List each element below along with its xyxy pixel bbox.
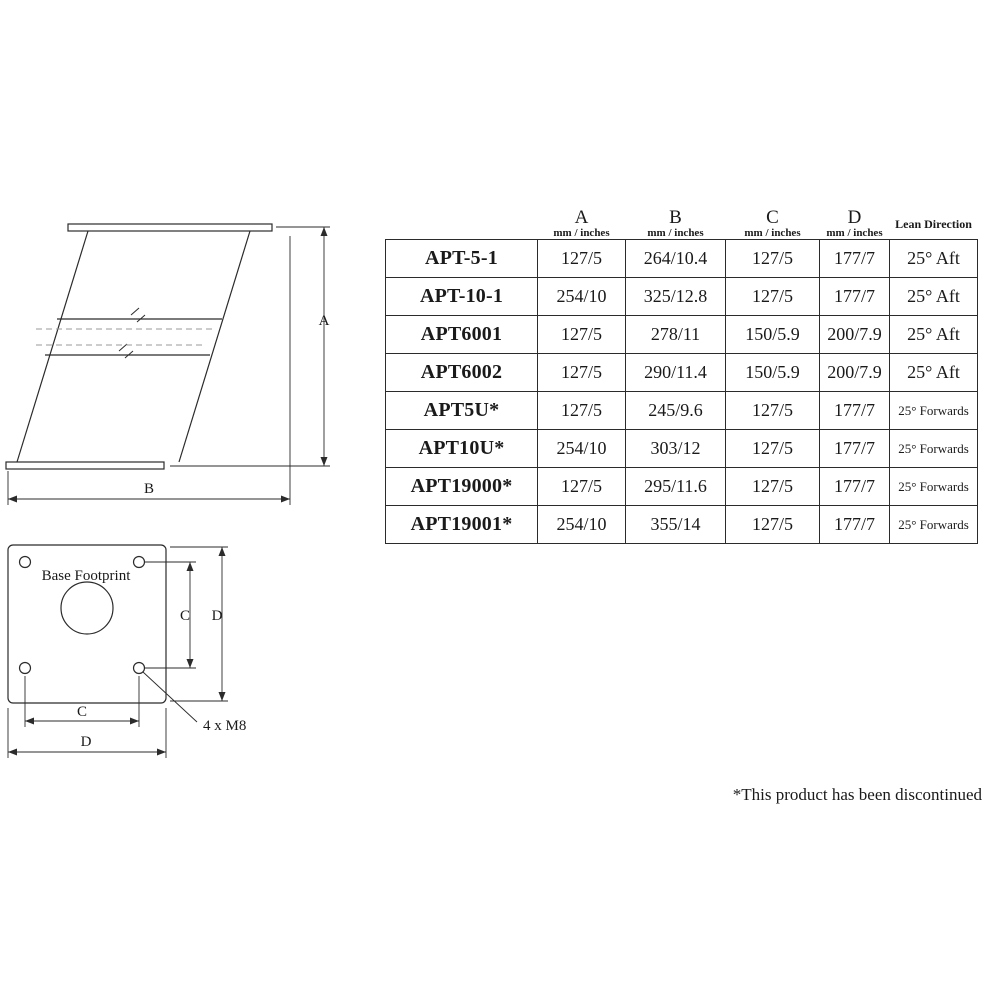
cell-lean-direction: 25° Forwards — [890, 506, 978, 544]
cell-dimension-b: 245/9.6 — [626, 392, 726, 430]
column-left-edge — [17, 231, 88, 462]
cell-model: APT6002 — [386, 354, 538, 392]
cell-model: APT-10-1 — [386, 278, 538, 316]
table-row — [386, 278, 978, 316]
dimension-a — [170, 227, 330, 466]
dimension-b — [8, 236, 290, 505]
break-mark-upper — [131, 308, 145, 322]
cell-model: APT6001 — [386, 316, 538, 354]
header-c-letter: C — [766, 207, 779, 228]
cell-dimension-a: 127/5 — [538, 316, 626, 354]
table-row — [386, 354, 978, 392]
dimension-a-label: A — [318, 313, 330, 329]
header-a-letter: A — [574, 207, 589, 228]
bolt-callout-leader — [143, 672, 197, 722]
bolt-hole-top-right — [134, 557, 145, 568]
cell-model: APT19000* — [386, 468, 538, 506]
cell-model: APT-5-1 — [386, 240, 538, 278]
cell-dimension-b: 290/11.4 — [626, 354, 726, 392]
dimension-d-vertical-label: D — [211, 608, 223, 624]
base-plate — [6, 462, 164, 469]
cell-dimension-b: 295/11.6 — [626, 468, 726, 506]
cell-dimension-b: 355/14 — [626, 506, 726, 544]
specification-table — [385, 208, 978, 544]
table-row — [386, 316, 978, 354]
column-right-edge — [179, 231, 250, 462]
dimension-c-horizontal-label: C — [76, 704, 88, 720]
header-lean-direction: Lean Direction — [895, 216, 972, 231]
cell-lean-direction: 25° Aft — [890, 316, 978, 354]
cell-lean-direction: 25° Aft — [890, 354, 978, 392]
dim-a-arrow-top — [321, 227, 328, 236]
cell-dimension-a: 254/10 — [538, 278, 626, 316]
cell-model: APT5U* — [386, 392, 538, 430]
technical-drawing — [0, 0, 380, 800]
cell-dimension-a: 254/10 — [538, 506, 626, 544]
drawing-svg — [0, 0, 380, 800]
cell-lean-direction: 25° Forwards — [890, 430, 978, 468]
dimension-b-label: B — [143, 481, 155, 497]
cell-lean-direction: 25° Aft — [890, 240, 978, 278]
cell-dimension-d: 177/7 — [820, 278, 890, 316]
cell-dimension-d: 200/7.9 — [820, 316, 890, 354]
cell-dimension-c: 127/5 — [726, 278, 820, 316]
cell-model: APT10U* — [386, 430, 538, 468]
dim-a-arrow-bottom — [321, 457, 328, 466]
dimension-d-vertical — [170, 547, 228, 701]
break-symbols — [119, 308, 145, 358]
dimension-c-vertical-label: C — [179, 608, 191, 624]
header-model-units — [386, 228, 538, 240]
table-row — [386, 240, 978, 278]
cell-dimension-d: 177/7 — [820, 392, 890, 430]
cell-dimension-c: 127/5 — [726, 468, 820, 506]
cell-dimension-d: 177/7 — [820, 468, 890, 506]
header-c-units: mm / inches — [744, 226, 801, 239]
cell-dimension-b: 264/10.4 — [626, 240, 726, 278]
bolt-hole-top-left — [20, 557, 31, 568]
cell-dimension-d: 200/7.9 — [820, 354, 890, 392]
dimension-d-horizontal-label: D — [80, 734, 92, 750]
cell-dimension-d: 177/7 — [820, 506, 890, 544]
cell-dimension-b: 278/11 — [626, 316, 726, 354]
dim-b-arrow-left — [8, 496, 17, 503]
break-mark-lower — [119, 344, 133, 358]
break-dashed-lines — [36, 329, 212, 345]
dim-cv-arrow-bottom — [187, 659, 194, 668]
table-body — [386, 240, 978, 544]
cell-dimension-d: 177/7 — [820, 240, 890, 278]
table-row — [386, 468, 978, 506]
header-model — [386, 208, 538, 228]
dim-dv-arrow-top — [219, 547, 226, 556]
cell-dimension-c: 127/5 — [726, 430, 820, 468]
table-row — [386, 392, 978, 430]
cell-model: APT19001* — [386, 506, 538, 544]
table-header — [386, 208, 978, 240]
cell-lean-direction: 25° Forwards — [890, 392, 978, 430]
cell-dimension-a: 127/5 — [538, 354, 626, 392]
table-row — [386, 430, 978, 468]
leader-line — [143, 672, 197, 722]
cell-dimension-b: 325/12.8 — [626, 278, 726, 316]
side-view-group — [6, 224, 272, 469]
bolt-callout-label: 4 x M8 — [203, 718, 247, 734]
dim-dh-arrow-right — [157, 749, 166, 756]
cell-dimension-c: 127/5 — [726, 240, 820, 278]
cell-dimension-a: 127/5 — [538, 392, 626, 430]
footnote-discontinued: *This product has been discontinued — [732, 785, 982, 804]
cell-dimension-c: 127/5 — [726, 392, 820, 430]
cell-dimension-a: 127/5 — [538, 468, 626, 506]
cell-lean-direction: 25° Aft — [890, 278, 978, 316]
dim-ch-arrow-right — [130, 718, 139, 725]
bolt-hole-bottom-right — [134, 663, 145, 674]
cell-dimension-c: 150/5.9 — [726, 316, 820, 354]
dim-dv-arrow-bottom — [219, 692, 226, 701]
dim-b-arrow-right — [281, 496, 290, 503]
center-bore — [61, 582, 113, 634]
cell-dimension-b: 303/12 — [626, 430, 726, 468]
cell-dimension-a: 254/10 — [538, 430, 626, 468]
cell-dimension-c: 127/5 — [726, 506, 820, 544]
top-plate — [68, 224, 272, 231]
header-d-units: mm / inches — [826, 226, 883, 239]
cell-dimension-c: 150/5.9 — [726, 354, 820, 392]
header-a-units: mm / inches — [553, 226, 610, 239]
base-footprint-title: Base Footprint — [41, 568, 131, 584]
dim-dh-arrow-left — [8, 749, 17, 756]
table-row — [386, 506, 978, 544]
header-d-letter: D — [847, 207, 862, 228]
dim-cv-arrow-top — [187, 562, 194, 571]
cell-lean-direction: 25° Forwards — [890, 468, 978, 506]
cell-dimension-a: 127/5 — [538, 240, 626, 278]
header-b-units: mm / inches — [647, 226, 704, 239]
cell-dimension-d: 177/7 — [820, 430, 890, 468]
header-b-letter: B — [669, 207, 682, 228]
dim-ch-arrow-left — [25, 718, 34, 725]
bolt-hole-bottom-left — [20, 663, 31, 674]
